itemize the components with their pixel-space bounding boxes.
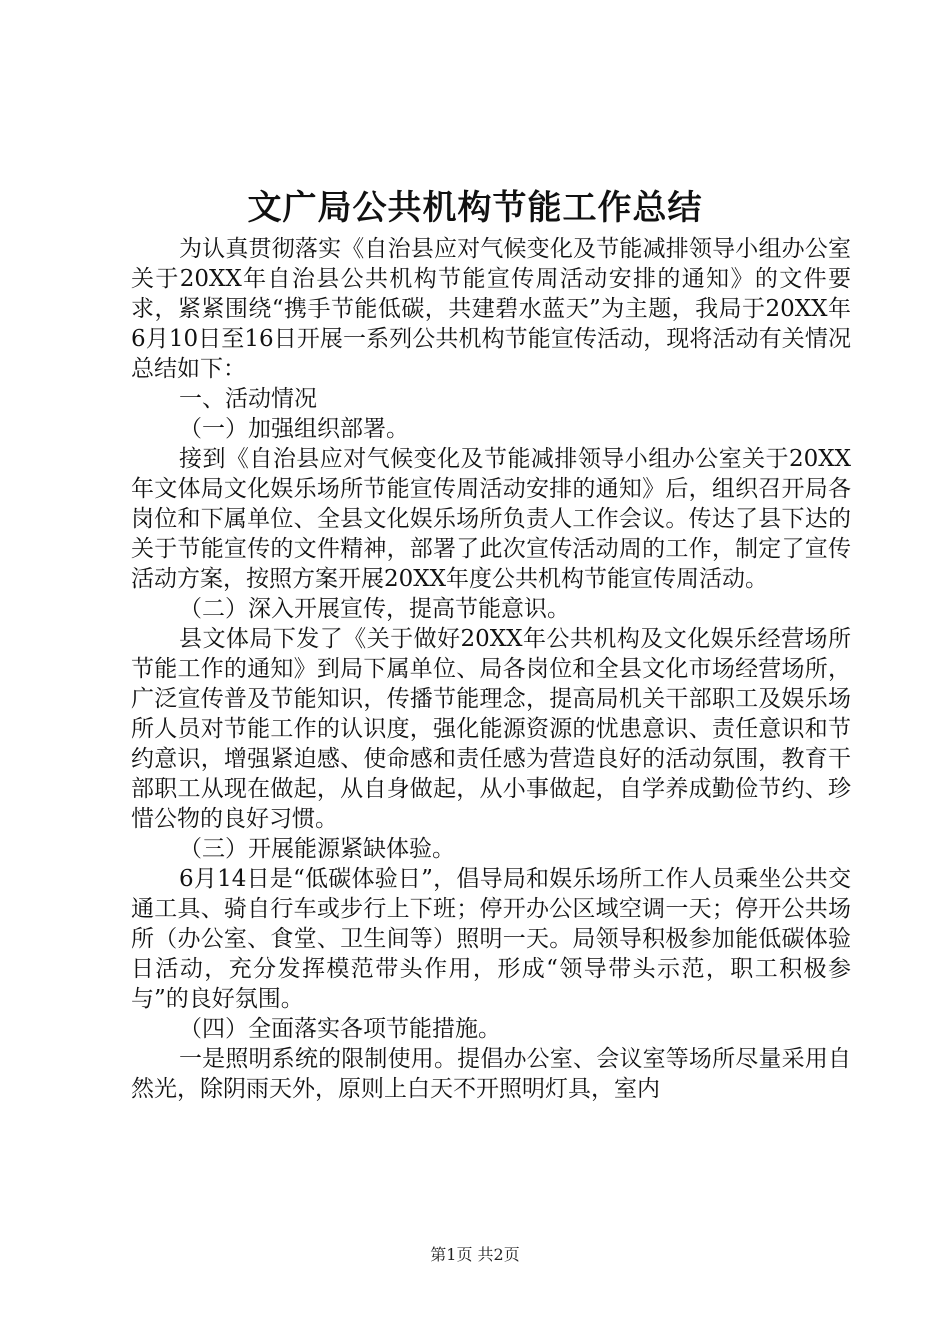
subsection-heading-1: （一）加强组织部署。	[179, 416, 409, 442]
document-body	[131, 234, 851, 1104]
paragraph-intro: 为认真贯彻落实《自治县应对气候变化及节能减排领导小组办公室关于20XX年自治县公共机构节能宣传周活动安排的通知》的文件要求，紧紧围绕“携手节能低碳，共建碧水蓝天”为主题，我局于20XX年6月10日至16日开展一系列公共机构节能宣传活动，现将活动有关情况总结如下：	[131, 236, 851, 382]
paragraph-low-carbon-day: 6月14日是“低碳体验日”，倡导局和娱乐场所工作人员乘坐公共交通工具、骑自行车或步行上下班；停开办公区域空调一天；停开公共场所（办公室、食堂、卫生间等）照明一天。局领导积极参加能低碳体验日活动，充分发挥模范带头作用，形成“领导带头示范，职工积极参与”的良好氛围。	[131, 866, 851, 1012]
paragraph-organization: 接到《自治县应对气候变化及节能减排领导小组办公室关于20XX年文体局文化娱乐场所节能宣传周活动安排的通知》后，组织召开局各岗位和下属单位、全县文化娱乐场所负责人工作会议。传达了县下达的关于节能宣传的文件精神，部署了此次宣传活动周的工作，制定了宣传活动方案，按照方案开展20XX年度公共机构节能宣传周活动。	[131, 446, 851, 592]
paragraph-publicity: 县文体局下发了《关于做好20XX年公共机构及文化娱乐经营场所节能工作的通知》到局下属单位、局各岗位和全县文化市场经营场所，广泛宣传普及节能知识，传播节能理念，提高局机关干部职工及娱乐场所人员对节能工作的认识度，强化能源资源的忧患意识、责任意识和节约意识，增强紧迫感、使命感和责任感为营造良好的活动氛围，教育干部职工从现在做起，从自身做起，从小事做起，自学养成勤俭节约、珍惜公物的良好习惯。	[131, 626, 851, 832]
paragraph-lighting: 一是照明系统的限制使用。提倡办公室、会议室等场所尽量采用自然光，除阴雨天外，原则上白天不开照明灯具，室内	[131, 1046, 851, 1102]
subsection-heading-4: （四）全面落实各项节能措施。	[179, 1016, 501, 1042]
page-footer: 第1页 共2页	[430, 1245, 520, 1264]
subsection-heading-2: （二）深入开展宣传，提高节能意识。	[179, 596, 570, 622]
document-title: 文广局公共机构节能工作总结	[247, 188, 703, 228]
subsection-heading-3: （三）开展能源紧缺体验。	[179, 836, 455, 862]
section-heading-activities: 一、活动情况	[179, 386, 317, 412]
